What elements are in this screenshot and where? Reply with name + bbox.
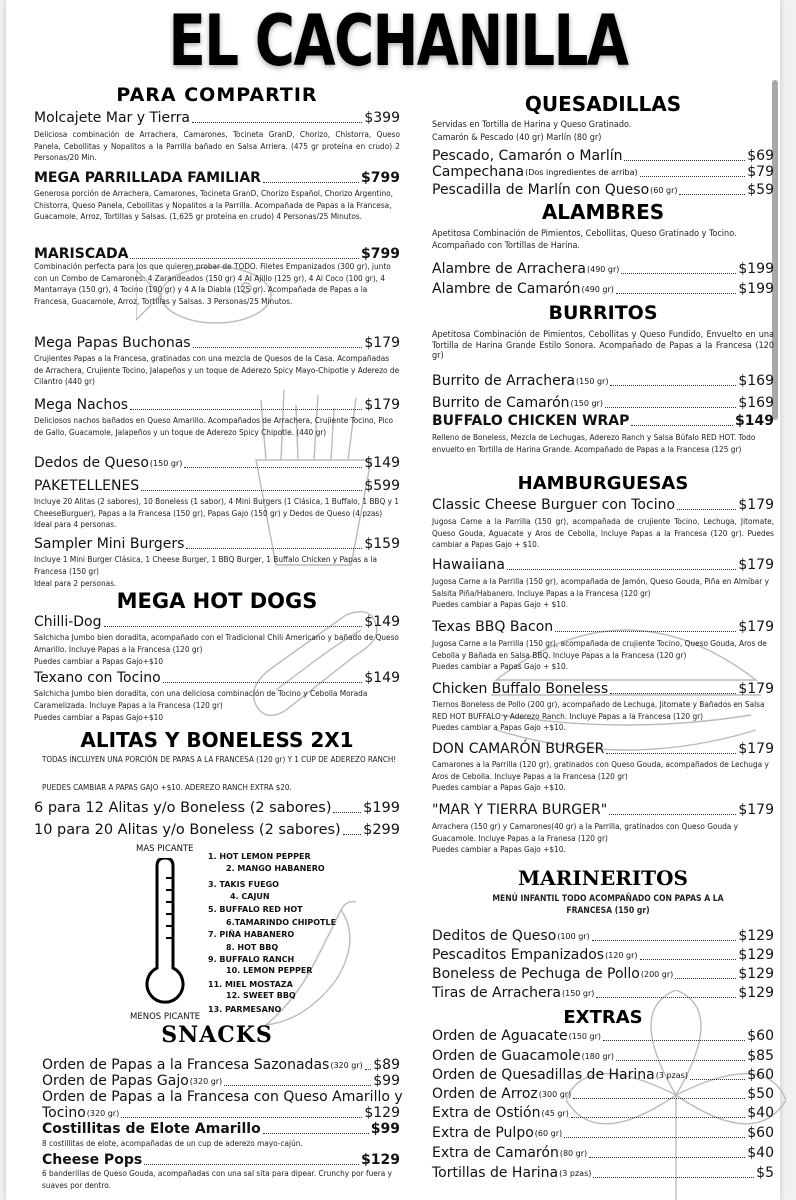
item-price: $129 (738, 966, 774, 982)
leader-dots (606, 753, 736, 754)
item-price: $40 (747, 1105, 774, 1121)
leader-dots (603, 1040, 745, 1041)
sauce-item: 3. TAKIS FUEGO (208, 880, 279, 889)
item-name: Chicken Buffalo Boneless (432, 681, 609, 697)
item-price: $129 (738, 928, 774, 944)
item-weight: (100 gr) (557, 932, 590, 941)
item-price: $179 (364, 397, 400, 413)
menu-item (432, 497, 774, 514)
item-price: $179 (738, 497, 774, 513)
item-price: $85 (747, 1048, 774, 1064)
menu-item (432, 1105, 774, 1122)
item-price: $60 (747, 1125, 774, 1141)
item-name: Mega Nachos (34, 397, 129, 413)
item-price: $179 (738, 557, 774, 573)
menu-item (432, 947, 774, 964)
leader-dots (593, 1177, 754, 1178)
item-name: Texano con Tocino (34, 670, 161, 686)
item-name: Texas BBQ Bacon (432, 619, 554, 635)
leader-dots (555, 631, 736, 632)
sauce-item: 6.TAMARINDO CHIPOTLE (226, 918, 337, 927)
menu-item (432, 557, 774, 574)
leader-dots (507, 569, 736, 570)
item-price: $149 (364, 614, 400, 630)
item-description-note: Puedes cambiar a Papas Gajo + $10. (432, 599, 569, 609)
item-price: $59 (747, 182, 774, 198)
item-weight: (Dos ingredientes de arriba) (525, 168, 638, 177)
item-description: 6 banderillas de Queso Gouda, acompañadas con una sal sita para dipear. Crunchy por fuera y suaves por dentro. (42, 1168, 393, 1190)
leader-dots (186, 548, 362, 549)
leader-dots (592, 940, 737, 941)
item-description: Salchicha Jumbo bien doradita, con una deliciosa combinación de Tocino y Cebolla Morada Caramelizada. Incluye Papas a la Francesa (120 gr) (34, 688, 368, 710)
menu-item (34, 397, 400, 414)
item-price: $399 (364, 110, 400, 126)
item-description: Relleno de Boneless, Mezcla de Lechugas, Aderezo Ranch y Salsa Búfalo RED HOT. Todo envuelto en Tortilla de Harina Grande. Acompañado de Papas a la Francesa (125 gr) (432, 432, 756, 454)
item-weight: (320 gr) (86, 1109, 120, 1118)
section-note-2: Camarón & Pescado (40 gr) Marlín (80 gr) (432, 133, 602, 143)
item-name: Alambre de Camarón (432, 281, 581, 297)
item-name: Deditos de Queso (432, 928, 557, 944)
item-description: Jugosa Carne a la Parrilla (150 gr), acompañada de crujiente Tocino, Queso Gouda, Aros de Cebolla y Bañada en Salsa BBQ. Incluye Papas a la Francesa (120 gr) (432, 638, 767, 660)
sauce-item: 7. PIÑA HABANERO (208, 930, 295, 939)
alitas-note: TODAS INCLUYEN UNA PORCIÓN DE PAPAS A LA FRANCESA (120 gr) Y 1 CUP DE ADEREZO RANCH! (42, 755, 397, 764)
sauce-item: 4. CAJUN (230, 892, 270, 901)
menu-item (432, 1125, 774, 1142)
item-weight: (120 gr) (605, 951, 638, 960)
leader-dots (130, 409, 362, 410)
item-name: Pescadilla de Marlín con Queso (432, 182, 650, 198)
leader-dots (263, 182, 359, 183)
menu-item (432, 164, 774, 181)
menu-item (432, 1165, 774, 1182)
item-price: $129 (738, 985, 774, 1001)
section-heading-hamburguesas: HAMBURGUESAS (517, 473, 689, 494)
item-price: $179 (738, 619, 774, 635)
item-price: $129 (738, 947, 774, 963)
item-weight: (150 gr) (561, 989, 595, 998)
item-name: Orden de Quesadillas de Harina (432, 1067, 655, 1083)
leader-dots (610, 693, 736, 694)
item-weight: (3 pzas) (559, 1169, 592, 1178)
item-name: Chilli-Dog (34, 614, 102, 630)
alitas-note-2: PUEDES CAMBIAR A PAPAS GAJO +$10. ADEREZO RANCH EXTRA $20. (42, 783, 292, 792)
item-price: $199 (363, 800, 400, 816)
item-weight: (45 gr) (541, 1109, 569, 1118)
item-name: MARISCADA (34, 246, 129, 262)
item-name: Orden de Papas a la Francesa con Queso Amarillo y (42, 1089, 403, 1105)
item-name: "MAR Y TIERRA BURGER" (432, 802, 608, 818)
leader-dots (690, 1079, 745, 1080)
item-name: Extra de Ostión (432, 1105, 541, 1121)
menu-item (432, 619, 774, 636)
leader-dots (621, 273, 736, 274)
menu-item (432, 281, 774, 298)
section-heading-snacks: SNACKS (161, 1022, 273, 1048)
item-description-note: Ideal para 2 personas. (34, 578, 117, 588)
leader-dots (564, 1137, 745, 1138)
menu-item (34, 800, 400, 817)
item-price: $599 (364, 478, 400, 494)
menu-item (432, 373, 774, 390)
item-price: $129 (361, 1152, 400, 1168)
item-price: $50 (747, 1086, 774, 1102)
sauce-item: 1. HOT LEMON PEPPER (208, 852, 311, 861)
leader-dots (675, 978, 736, 979)
item-price: $799 (361, 246, 400, 262)
menu-item (42, 1121, 400, 1138)
item-name: Orden de Papas Gajo (42, 1073, 189, 1089)
leader-dots (263, 1133, 369, 1134)
sauce-item: 8. HOT BBQ (226, 943, 279, 952)
leader-dots (141, 490, 362, 491)
item-price: $799 (361, 170, 400, 186)
item-weight: (150 gr) (568, 1032, 602, 1041)
leader-dots (104, 626, 363, 627)
item-weight: (180 gr) (581, 1052, 615, 1061)
section-note: Apetitosa Combinación de Pimientos, Cebollitas, Queso Gratinado y Tocino. Acompañado con Tortillas de Harina. (432, 229, 737, 251)
item-weight: (150 gr) (149, 459, 183, 468)
item-name: PAKETELLENES (34, 478, 140, 494)
item-name: Mega Papas Buchonas (34, 335, 191, 351)
section-heading-alitas: ALITAS Y BONELESS 2X1 (80, 728, 354, 752)
menu-item (432, 261, 774, 278)
item-weight: (200 gr) (640, 970, 674, 979)
item-price: $99 (370, 1121, 400, 1137)
item-name: Orden de Arroz (432, 1086, 538, 1102)
leader-dots (605, 407, 736, 408)
menu-item (34, 335, 400, 352)
item-name: Extra de Pulpo (432, 1125, 534, 1141)
item-price: $179 (738, 681, 774, 697)
menu-item (34, 170, 400, 187)
item-name: Cheese Pops (42, 1152, 143, 1168)
item-weight: (490 gr) (586, 265, 620, 274)
item-description: 8 costillitas de elote, acompañadas de un cup de aderezo mayo-cajún. (42, 1138, 303, 1148)
item-name-continued: Tocino (42, 1105, 86, 1121)
leader-dots (224, 1085, 371, 1086)
item-name: Pescado, Camarón o Marlín (432, 148, 623, 164)
menu-item (432, 1086, 774, 1103)
menu-item (42, 1105, 400, 1122)
menu-item (42, 1073, 400, 1090)
menu-item (34, 455, 400, 472)
item-weight: (60 gr) (650, 186, 678, 195)
item-name: Tortillas de Harina (432, 1165, 559, 1181)
sauce-item: 12. SWEET BBQ (226, 991, 296, 1000)
item-price: $179 (738, 802, 774, 818)
menu-item (34, 670, 400, 687)
section-heading-burritos: BURRITOS (548, 302, 658, 324)
leader-dots (589, 1157, 745, 1158)
item-name: Extra de Camarón (432, 1145, 559, 1161)
menu-item (432, 413, 774, 430)
menu-item (432, 1048, 774, 1065)
item-price: $159 (364, 536, 400, 552)
item-name: 10 para 20 Alitas y/o Boneless (2 sabores) (34, 822, 341, 838)
menu-item (432, 1145, 774, 1162)
menu-item (432, 966, 774, 983)
item-description-note: Puedes cambiar a Papas Gajo+$10 (34, 656, 164, 666)
item-description: Deliciosos nachos bañados en Queso Amarillo. Acompañados de Arrachera, Crujiente Tocino, Pico de Gallo, Guacamole, Jalapeños y un toque de Aderezo Spicy Chipotle. (440 gr) (34, 415, 394, 437)
restaurant-title: EL CACHANILLA (168, 0, 628, 82)
item-price: $60 (747, 1067, 774, 1083)
item-price: $89 (373, 1057, 400, 1073)
item-price: $299 (363, 822, 400, 838)
item-weight: (150 gr) (570, 399, 603, 408)
section-note: MENÚ INFANTIL TODO ACOMPAÑADO CON PAPAS A LA FRANCESA (150 gr) (492, 894, 724, 916)
menu-item (34, 614, 400, 631)
item-description: Jugosa Carne a la Parrilla (150 gr), acompañada de crujiente Tocino, Lechuga, Jitomate, Queso Gouda, Aguacate y Aros de Cebolla, Incluye Papas a la Francesa (120 gr). Puedes cambiar a Papas Gajo + $10. (432, 516, 774, 549)
section-heading-alambres: ALAMBRES (541, 200, 665, 224)
section-heading-quesadillas: QUESADILLAS (524, 92, 682, 116)
item-price: $129 (364, 1105, 400, 1121)
item-weight: (490 gr) (581, 285, 614, 294)
item-name: BUFFALO CHICKEN WRAP (432, 413, 630, 429)
leader-dots (610, 385, 736, 386)
item-weight: (60 gr) (534, 1129, 563, 1138)
item-price: $40 (747, 1145, 774, 1161)
item-description-note: Puedes cambiar a Papas Gajo +$10. (432, 844, 566, 854)
leader-dots (616, 1060, 745, 1061)
item-price: $169 (738, 373, 774, 389)
item-weight: (300 gr) (538, 1090, 572, 1099)
item-price: $179 (364, 335, 400, 351)
item-name: Campechana (432, 164, 525, 180)
menu-item (432, 741, 774, 758)
item-name: Sampler Mini Burgers (34, 536, 185, 552)
item-name: Orden de Aguacate (432, 1028, 568, 1044)
item-name: Alambre de Arrachera (432, 261, 586, 277)
sauce-item: 9. BUFFALO RANCH (208, 955, 295, 964)
item-name: Orden de Guacamole (432, 1048, 581, 1064)
item-name: Classic Cheese Burguer con Tocino (432, 497, 676, 513)
spice-scale-bottom-label: MENOS PICANTE (130, 1012, 201, 1022)
item-description: Tiernos Boneless de Pollo (200 gr), acompañado de Lechuga, Jitomate y Bañados en Salsa RED HOT BUFFALO y Aderezo Ranch. Incluye Papas a la Francesa (120 gr) (432, 699, 765, 721)
item-name: Dedos de Queso (34, 455, 149, 471)
leader-dots (121, 1117, 362, 1118)
leader-dots (163, 682, 363, 683)
item-price: $60 (747, 1028, 774, 1044)
section-heading-hot-dogs: MEGA HOT DOGS (116, 589, 318, 613)
sauce-item: 10. LEMON PEPPER (226, 966, 313, 975)
item-price: $5 (756, 1165, 774, 1181)
menu-item (34, 536, 400, 553)
spice-scale-top-label: MAS PICANTE (136, 844, 194, 854)
leader-dots (573, 1098, 745, 1099)
menu-item (42, 1057, 400, 1074)
sauce-item: 5. BUFFALO RED HOT (208, 905, 303, 914)
menu-item (34, 110, 400, 127)
leader-dots (333, 812, 361, 813)
item-price: $169 (738, 395, 774, 411)
item-name: Orden de Papas a la Francesa Sazonadas (42, 1057, 330, 1073)
menu-item (432, 681, 774, 698)
section-heading-marineritos: MARINERITOS (518, 866, 688, 890)
item-name: 6 para 12 Alitas y/o Boneless (2 sabores) (34, 800, 332, 816)
item-description: Jugosa Carne a la Parrilla (150 gr), acompañada de Jamón, Queso Gouda, Piña en Almíbar y Salsita Piña/Habanero. Incluye Papas a la Francesa (120 gr) (432, 576, 769, 598)
section-note: Apetitosa Combinación de Pimientos, Cebollitas y Queso Fundido, Envuelto en una Tortilla de Harina Grande Estilo Sonora. Acompañado de Papas a la Francesa (120 gr) (432, 330, 774, 361)
item-name: MEGA PARRILLADA FAMILIAR (34, 170, 261, 186)
item-price: $199 (738, 281, 774, 297)
item-description: Incluye 20 Alitas (2 sabores), 10 Boneless (1 sabor), 4 Mini Burgers (1 Clásica, 1 Buffalo, 1 BBQ y 1 CheeseBurguer), Papas a la Francesa (150 gr), Papas Gajo (150 gr) y Dedos de Queso (4 pzas) Ideal para 4 personas. (34, 496, 399, 529)
leader-dots (624, 160, 745, 161)
item-name: Boneless de Pechuga de Pollo (432, 966, 640, 982)
sauce-item: 13. PARMESANO (208, 1005, 282, 1014)
item-weight: (320 gr) (330, 1061, 363, 1070)
section-heading-extras: EXTRAS (563, 1007, 643, 1028)
leader-dots (192, 122, 362, 123)
leader-dots (640, 176, 746, 177)
leader-dots (631, 425, 733, 426)
item-name: Burrito de Camarón (432, 395, 570, 411)
item-weight: (3 pzas) (655, 1071, 688, 1080)
section-heading-para-compartir: PARA COMPARTIR (116, 84, 318, 106)
item-price: $179 (738, 741, 774, 757)
leader-dots (679, 194, 745, 195)
item-weight: (150 gr) (576, 377, 609, 386)
item-price: $199 (738, 261, 774, 277)
leader-dots (144, 1164, 359, 1165)
item-name: DON CAMARÓN BURGER (432, 741, 605, 757)
item-description: Salchicha Jumbo bien doradita, acompañado con el Tradicional Chili Americano y bañado de Queso Amarillo. Incluye Papas a la Francesa (120 gr) (34, 632, 399, 654)
sauce-item: 11. MIEL MOSTAZA (208, 980, 293, 989)
menu-item (42, 1152, 400, 1169)
menu-item (432, 1028, 774, 1045)
menu-item (432, 928, 774, 945)
item-description: Crujientes Papas a la Francesa, gratinadas con una mezcla de Quesos de la Casa. Acompañadas de Arrachera, Crujiente Tocino, Jalapeños y un toque de Aderezo Spicy Mayo-Chipotle y Aderezo de Cilantro (440 gr) (34, 353, 400, 386)
menu-item (432, 148, 774, 165)
leader-dots (609, 814, 736, 815)
item-description-note: Puedes cambiar a Papas Gajo +$10. (432, 782, 566, 792)
menu-item-line-1 (42, 1089, 403, 1106)
leader-dots (130, 258, 359, 259)
sauce-item: 2. MANGO HABANERO (226, 864, 325, 873)
section-note: Servidas en Tortilla de Harina y Queso Gratinado. (432, 120, 632, 130)
item-description: Arrachera (150 gr) y Camarones(40 gr) a la Parrilla, gratinados con Queso Gouda y Guacamole. Incluye Papas a la Franesa (120 gr) (432, 821, 739, 843)
item-price: $99 (373, 1073, 400, 1089)
item-name: Pescaditos Empanizados (432, 947, 605, 963)
item-description-note: Puedes cambiar a Papas Gajo + $10. (432, 661, 569, 671)
item-description: Camarones a la Parrilla (120 gr), gratinados con Queso Gouda, acompañados de Lechuga y Aros de Cebolla. Incluye Papas a la Francesa (120 gr) (432, 759, 769, 781)
item-description-note: Puedes cambiar a Papas Gajo+$10 (34, 712, 164, 722)
item-price: $69 (747, 148, 774, 164)
item-description-note: Puedes cambiar a Papas Gajo +$10. (432, 722, 566, 732)
item-weight: (80 gr) (559, 1149, 588, 1158)
item-price: $149 (364, 670, 400, 686)
leader-dots (640, 959, 737, 960)
item-name: Tiras de Arrachera (432, 985, 561, 1001)
leader-dots (184, 467, 362, 468)
thermometer-icon (140, 858, 190, 1008)
leader-dots (193, 347, 363, 348)
item-price: $79 (747, 164, 774, 180)
leader-dots (365, 1069, 372, 1070)
item-description: Incluye 1 Mini Burger Clásica, 1 Cheese Burger, 1 BBQ Burger, 1 Buffalo Chicken y Papas a la Francesa (150 gr) (34, 554, 377, 576)
menu-item (432, 182, 774, 199)
item-description: Deliciosa combinación de Arrachera, Camarones, Tocineta GranD, Chorizo, Chistorra, Queso Panela, Cebollitas y Nopalitos a la Parrilla bañado en Salsa Arriera. (475 gr proteína en crudo) 2 Personas/20 Min. (34, 129, 400, 162)
item-name: Burrito de Arrachera (432, 373, 576, 389)
menu-item (432, 802, 774, 819)
menu-item (432, 395, 774, 412)
menu-item (432, 1067, 774, 1084)
item-name: Molcajete Mar y Tierra (34, 110, 190, 126)
item-price: $149 (364, 455, 400, 471)
item-price: $149 (735, 413, 774, 429)
item-description: Generosa porción de Arrachera, Camarones, Tocineta GranD, Chorizo Español, Chorizo Argentino, Chistorra, Queso Panela, Cebollitas y Nopalitos a la Parrilla. Acompañada de Papas a la Francesa, Guacamole, Arroz, Tortillas y Salsas. (1,625 gr proteína en crudo) 4 Personas/25 Minutos. (34, 188, 393, 221)
item-name: Costillitas de Elote Amarillo (42, 1121, 261, 1137)
leader-dots (677, 509, 736, 510)
menu-item (34, 478, 400, 495)
item-weight: (320 gr) (189, 1077, 223, 1086)
menu-item (34, 822, 400, 839)
item-name: Hawaiiana (432, 557, 505, 573)
leader-dots (571, 1117, 745, 1118)
item-description: Combinación perfecta para los que quieren probar de TODO. Filetes Empanizados (300 gr), junto con un Combo de Camarones: 4 Zarandeados (150 gr) 4 Al Ajillo (125 gr), 4 Al Coco (100 gr), 4 Mantarraya (150 gr), 4 Tocino (100 gr) y 4 A la Diabla (125 gr). Acompañada de Papas a la Francesa, Guacamole, Arroz, Tortillas y Salsas. 3 Personas/25 Minutos. (34, 261, 391, 306)
leader-dots (616, 293, 736, 294)
menu-item (432, 985, 774, 1002)
leader-dots (343, 834, 361, 835)
leader-dots (596, 997, 736, 998)
